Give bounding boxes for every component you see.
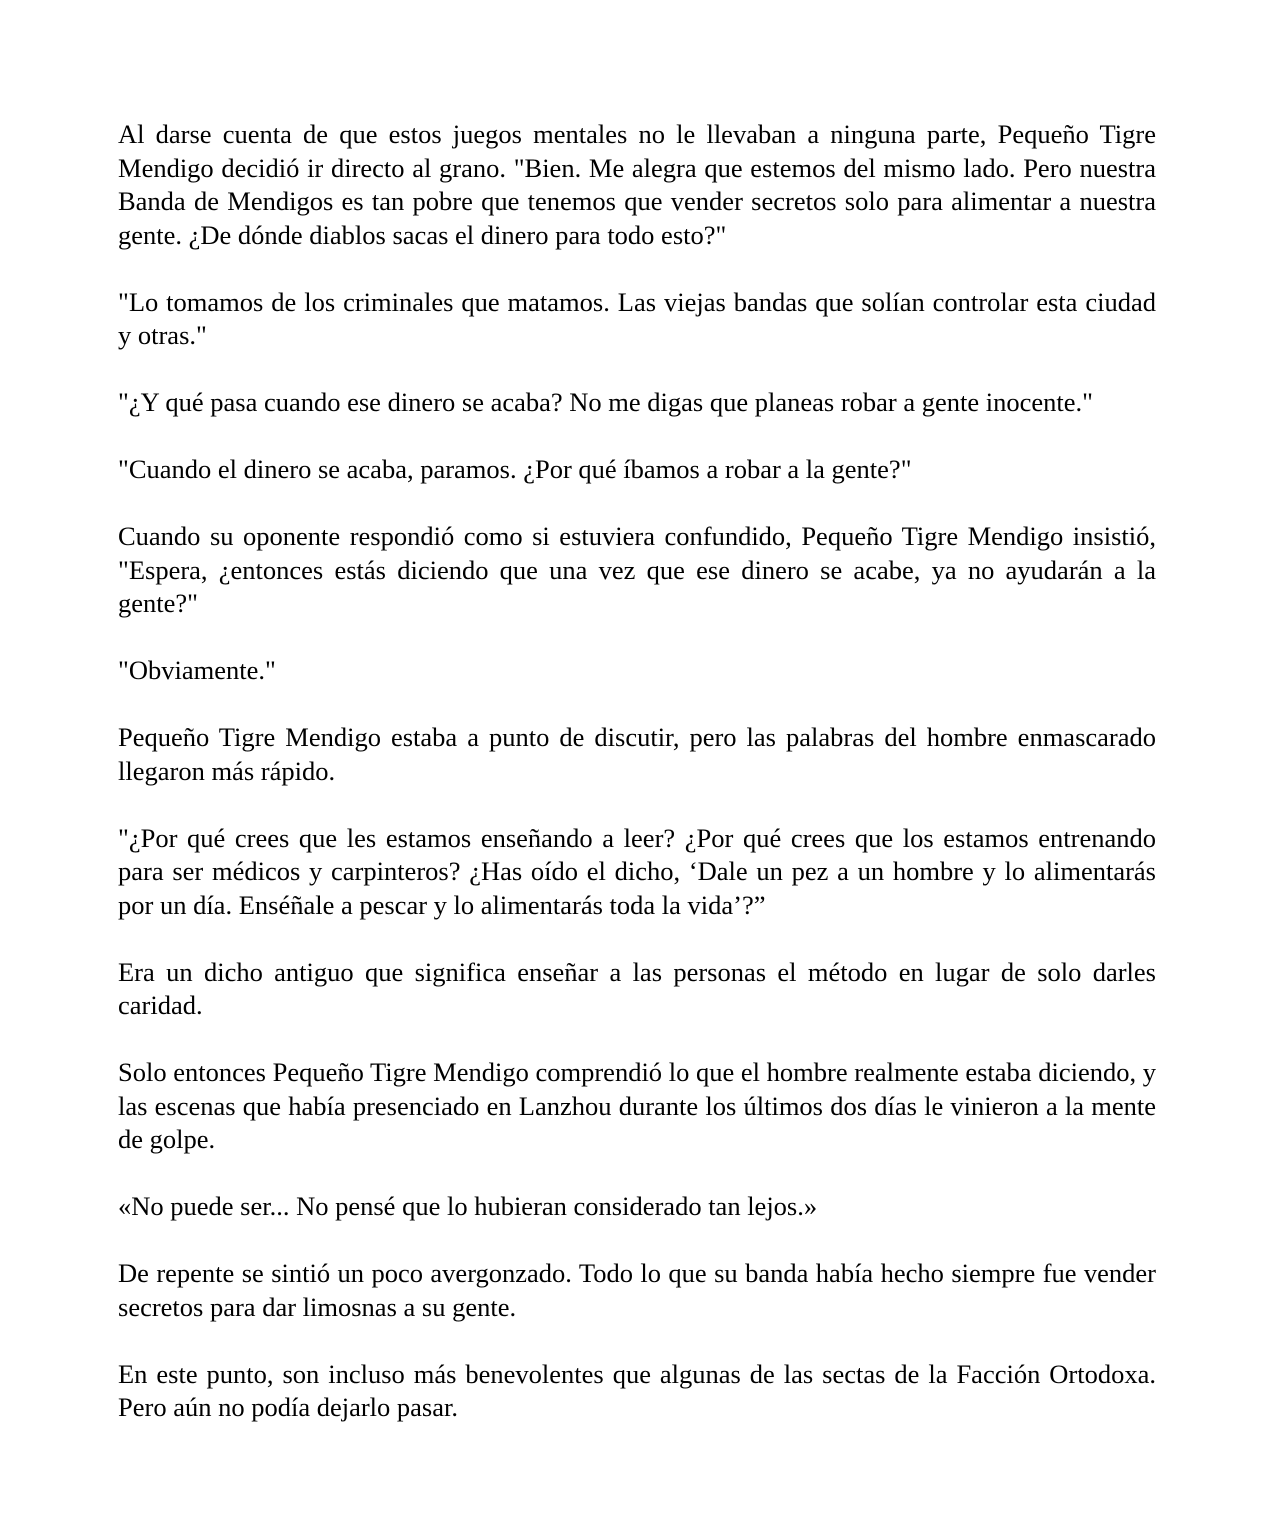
paragraph: Pequeño Tigre Mendigo estaba a punto de discutir, pero las palabras del hombre enmascarado llegaron más rápido. — [118, 722, 1156, 786]
paragraph: "¿Por qué crees que les estamos enseñando a leer? ¿Por qué crees que los estamos entrenando para ser médicos y carpinteros? ¿Has oído el dicho, ‘Dale un pez a un hombre y lo alimentarás por un día. Enséñale a pescar y lo alimentarás toda la vida’?” — [118, 822, 1156, 920]
paragraph: "Obviamente." — [118, 655, 276, 685]
paragraph: "Lo tomamos de los criminales que matamos. Las viejas bandas que solían controlar esta ciudad y otras." — [118, 286, 1156, 350]
paragraph: Solo entonces Pequeño Tigre Mendigo comprendió lo que el hombre realmente estaba diciendo, y las escenas que había presenciado en Lanzhou durante los últimos dos días le vinieron a la mente de golpe. — [118, 1057, 1156, 1154]
paragraph: Al darse cuenta de que estos juegos mentales no le llevaban a ninguna parte, Pequeño Tigre Mendigo decidió ir directo al grano. "Bien. Me alegra que estemos del mismo lado. Pero nuestra Banda de Mendigos es tan pobre que tenemos que vender secretos solo para alimentar a nuestra gente. ¿De dónde diablos sacas el dinero para todo esto?" — [118, 119, 1156, 250]
paragraph: «No puede ser... No pensé que lo hubieran considerado tan lejos.» — [118, 1191, 818, 1221]
paragraph: En este punto, son incluso más benevolentes que algunas de las sectas de la Facción Ortodoxa. Pero aún no podía dejarlo pasar. — [118, 1358, 1156, 1422]
paragraph: Era un dicho antiguo que significa enseñar a las personas el método en lugar de solo darles caridad. — [118, 956, 1156, 1020]
paragraph: De repente se sintió un poco avergonzado. Todo lo que su banda había hecho siempre fue vender secretos para dar limosnas a su gente. — [118, 1258, 1156, 1322]
paragraph: Cuando su oponente respondió como si estuviera confundido, Pequeño Tigre Mendigo insistió, "Espera, ¿entonces estás diciendo que una vez que ese dinero se acabe, ya no ayudarán a la gente?" — [118, 521, 1156, 618]
paragraph: "Cuando el dinero se acaba, paramos. ¿Por qué íbamos a robar a la gente?" — [118, 454, 912, 484]
document-page — [118, 118, 1156, 1425]
paragraph: "¿Y qué pasa cuando ese dinero se acaba? No me digas que planeas robar a gente inocente." — [118, 387, 1093, 417]
